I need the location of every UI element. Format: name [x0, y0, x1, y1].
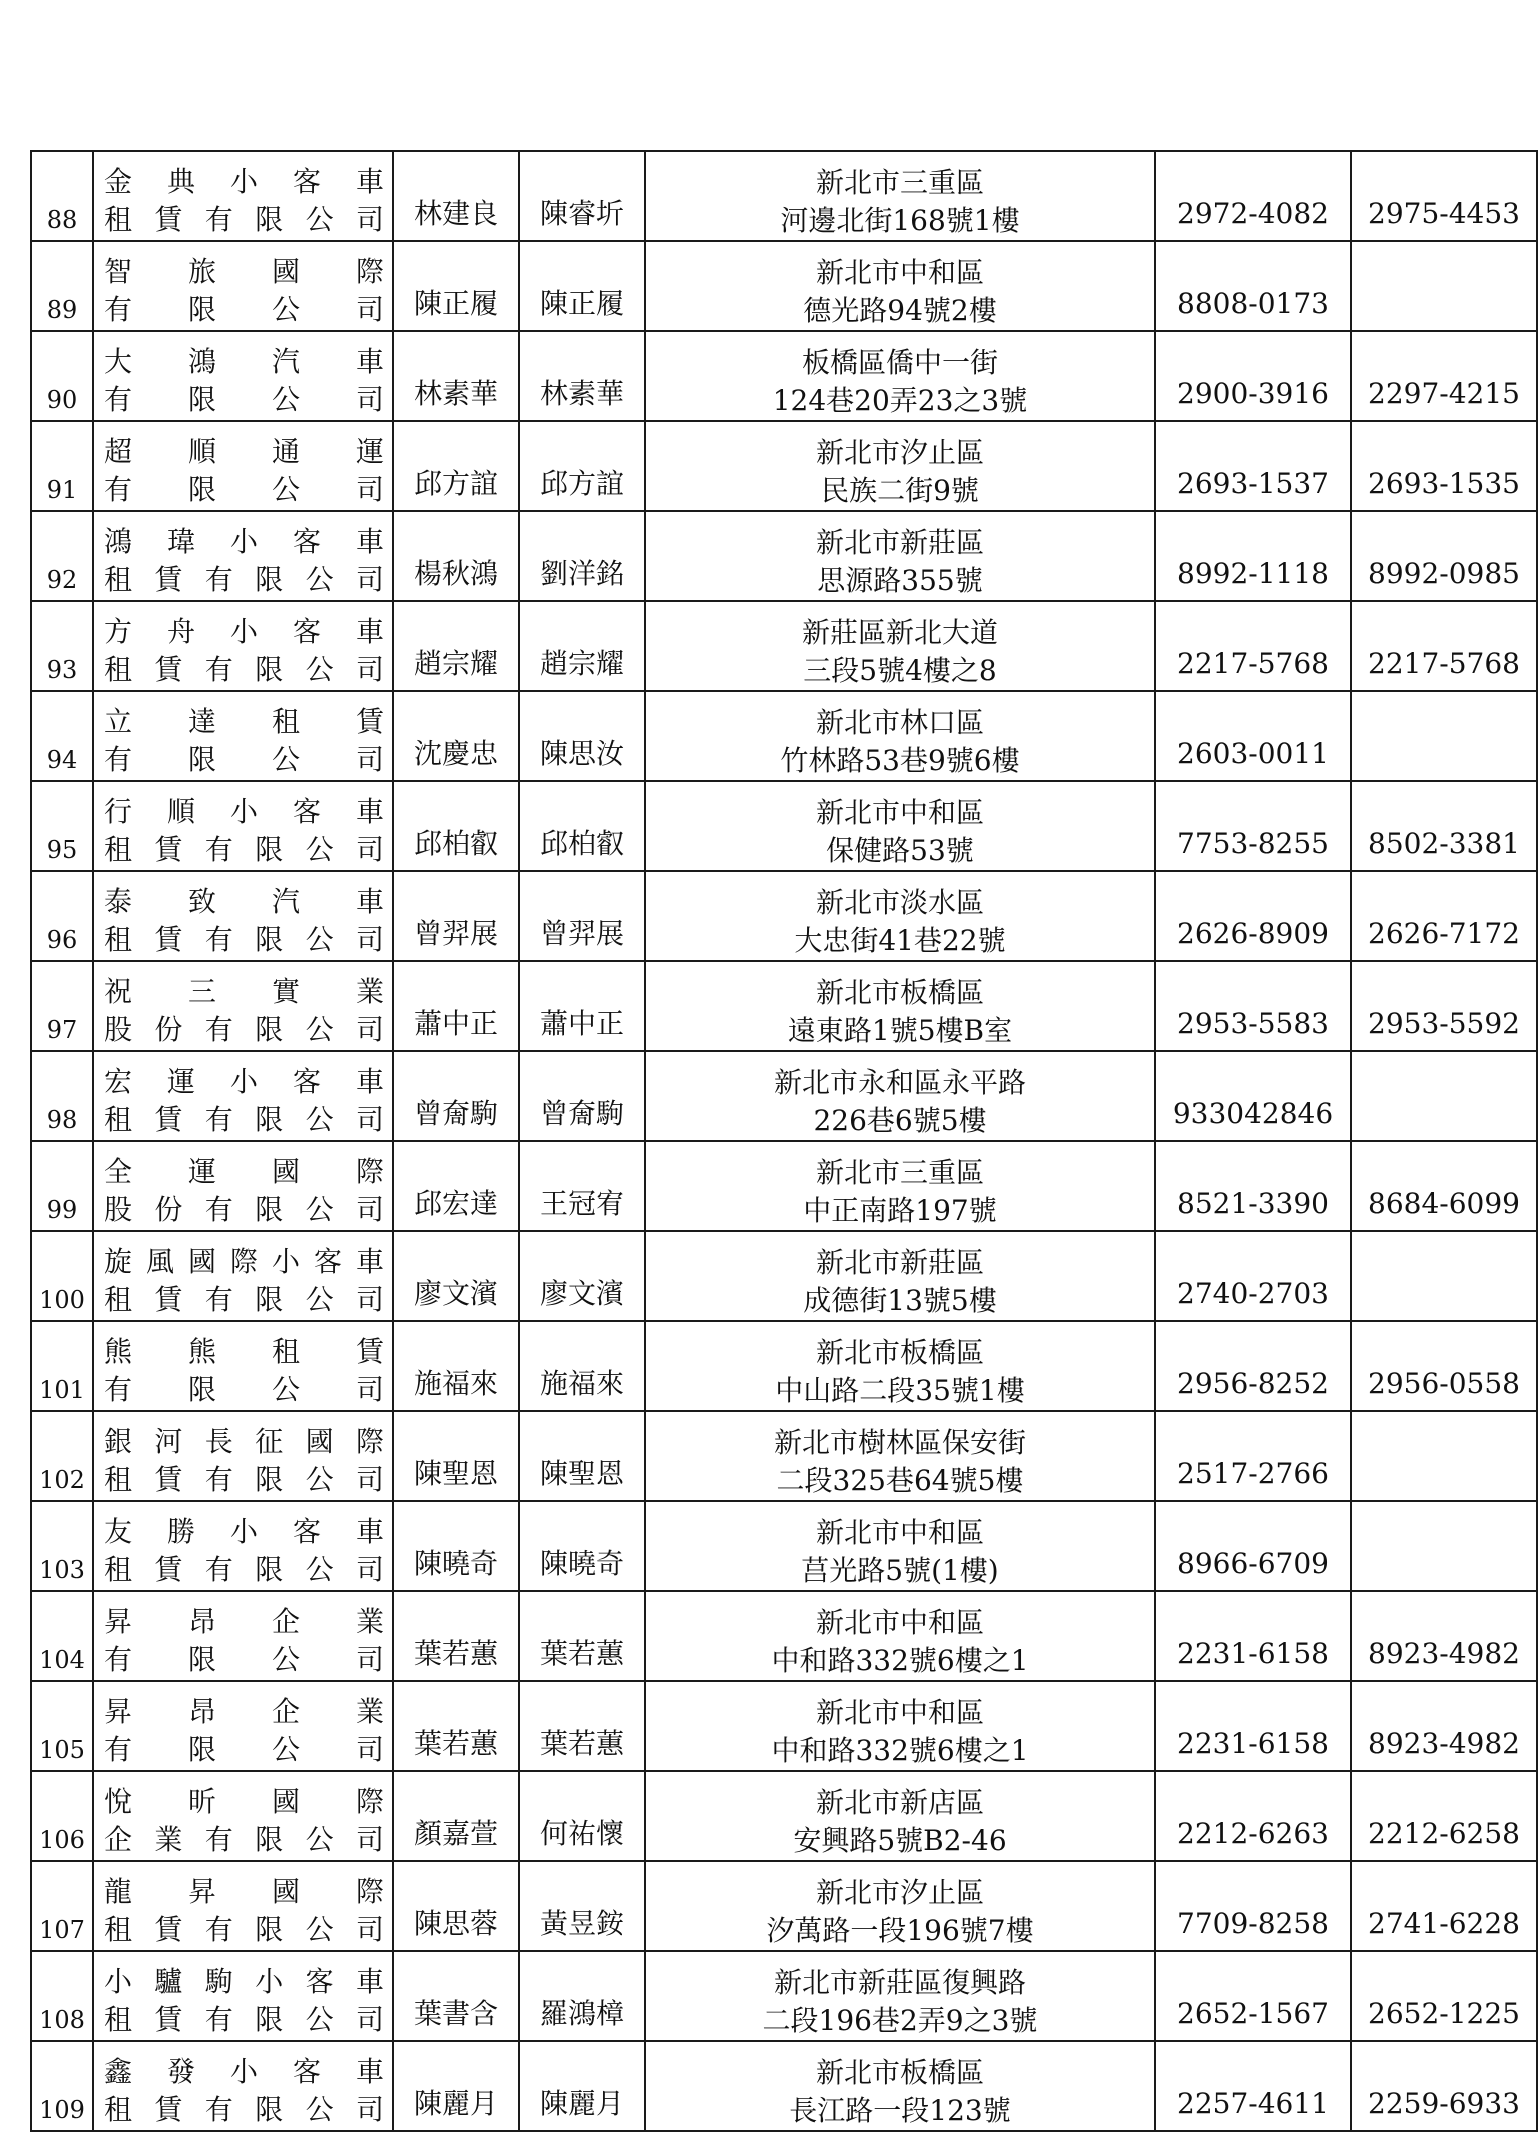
row-number: 90 [31, 331, 93, 421]
company-name [94, 2052, 392, 2130]
company-name-cell [93, 421, 393, 511]
table-row [31, 1951, 1537, 2041]
company-name [94, 1872, 392, 1950]
row-number: 98 [31, 1051, 93, 1141]
row-number: 92 [31, 511, 93, 601]
company-name-line: 銀河長征國際 [104, 1425, 384, 1458]
address-line: 成德街13號5樓 [803, 1284, 997, 1317]
contact-person: 曾奝駒 [519, 1051, 645, 1141]
row-number: 108 [31, 1951, 93, 2041]
address-line: 新北市三重區 [815, 1156, 984, 1189]
address-line: 新北市新莊區復興路 [773, 1966, 1026, 1999]
company-name-line: 租賃有限公司 [104, 1463, 384, 1496]
contact-person: 林素華 [519, 331, 645, 421]
company-name-cell [93, 1591, 393, 1681]
person-in-charge: 邱方誼 [393, 421, 519, 511]
phone-number: 2953-5583 [1155, 961, 1351, 1051]
address-cell [645, 1951, 1155, 2041]
address-cell [645, 691, 1155, 781]
address-line: 新北市林口區 [815, 706, 984, 739]
company-name-cell [93, 1231, 393, 1321]
address-line: 竹林路53巷9號6樓 [780, 744, 1020, 777]
address-line: 新北市新莊區 [815, 526, 984, 559]
phone-number: 2217-5768 [1155, 601, 1351, 691]
address-line: 遠東路1號5樓B室 [787, 1014, 1013, 1047]
fax-number: 2259-6933 [1351, 2041, 1537, 2131]
company-name [94, 522, 392, 600]
fax-number: 8923-4982 [1351, 1591, 1537, 1681]
company-name-line: 有限公司 [104, 473, 384, 506]
company-name-line: 鴻瑋小客車 [104, 525, 384, 558]
person-in-charge: 曾羿展 [393, 871, 519, 961]
table-row [31, 2041, 1537, 2131]
address-line: 新北市板橋區 [815, 2056, 984, 2089]
phone-number: 2652-1567 [1155, 1951, 1351, 2041]
address-cell [645, 331, 1155, 421]
phone-number: 7753-8255 [1155, 781, 1351, 871]
company-name-cell [93, 1771, 393, 1861]
row-number: 88 [31, 151, 93, 241]
fax-number: 2975-4453 [1351, 151, 1537, 241]
row-number: 94 [31, 691, 93, 781]
address-cell [645, 1141, 1155, 1231]
fax-number: 8684-6099 [1351, 1141, 1537, 1231]
contact-person: 施福來 [519, 1321, 645, 1411]
company-name-line: 鑫發小客車 [104, 2055, 384, 2088]
table-row [31, 1411, 1537, 1501]
company-name-cell [93, 1141, 393, 1231]
company-name-line: 租賃有限公司 [104, 1553, 384, 1586]
address-line: 新北市板橋區 [815, 976, 984, 1009]
person-in-charge: 顏嘉萱 [393, 1771, 519, 1861]
contact-person: 陳麗月 [519, 2041, 645, 2131]
table-row [31, 1771, 1537, 1861]
fax-number [1351, 691, 1537, 781]
company-name-cell [93, 1861, 393, 1951]
person-in-charge: 葉若蕙 [393, 1591, 519, 1681]
person-in-charge: 蕭中正 [393, 961, 519, 1051]
contact-person: 陳睿圻 [519, 151, 645, 241]
phone-number: 8808-0173 [1155, 241, 1351, 331]
contact-person: 曾羿展 [519, 871, 645, 961]
address-line: 中和路332號6樓之1 [771, 1734, 1029, 1767]
contact-person: 何祐懷 [519, 1771, 645, 1861]
contact-person: 黃昱銨 [519, 1861, 645, 1951]
person-in-charge: 陳正履 [393, 241, 519, 331]
address-line: 新莊區新北大道 [801, 616, 998, 649]
address-cell [645, 961, 1155, 1051]
row-number: 102 [31, 1411, 93, 1501]
phone-number: 8966-6709 [1155, 1501, 1351, 1591]
address-line: 新北市中和區 [815, 796, 984, 829]
address-cell [645, 421, 1155, 511]
company-name [94, 1422, 392, 1500]
fax-number: 2297-4215 [1351, 331, 1537, 421]
person-in-charge: 葉書含 [393, 1951, 519, 2041]
fax-number: 2741-6228 [1351, 1861, 1537, 1951]
company-name [94, 1332, 392, 1410]
address-cell [645, 1681, 1155, 1771]
fax-number [1351, 1411, 1537, 1501]
phone-number: 2900-3916 [1155, 331, 1351, 421]
company-name [94, 432, 392, 510]
company-name-cell [93, 961, 393, 1051]
company-name-line: 股份有限公司 [104, 1013, 384, 1046]
contact-person: 葉若蕙 [519, 1591, 645, 1681]
contact-person: 劉洋銘 [519, 511, 645, 601]
address-line: 長江路一段123號 [789, 2094, 1011, 2127]
company-name-line: 超順通運 [104, 435, 384, 468]
phone-number: 2231-6158 [1155, 1591, 1351, 1681]
address-line: 新北市汐止區 [815, 436, 984, 469]
company-name-line: 有限公司 [104, 1643, 384, 1676]
phone-number: 2212-6263 [1155, 1771, 1351, 1861]
company-name [94, 882, 392, 960]
address-cell [645, 2041, 1155, 2131]
address-cell [645, 781, 1155, 871]
company-name-line: 租賃有限公司 [104, 923, 384, 956]
company-name-line: 方舟小客車 [104, 615, 384, 648]
row-number: 96 [31, 871, 93, 961]
table-row [31, 961, 1537, 1051]
company-name [94, 1782, 392, 1860]
table-row [31, 1681, 1537, 1771]
person-in-charge: 葉若蕙 [393, 1681, 519, 1771]
address-line: 新北市三重區 [815, 166, 984, 199]
person-in-charge: 陳曉奇 [393, 1501, 519, 1591]
table-row [31, 151, 1537, 241]
phone-number: 2626-8909 [1155, 871, 1351, 961]
phone-number: 2231-6158 [1155, 1681, 1351, 1771]
address-cell [645, 151, 1155, 241]
fax-number: 8923-4982 [1351, 1681, 1537, 1771]
company-name-cell [93, 1051, 393, 1141]
address-line: 新北市新店區 [815, 1786, 984, 1819]
table-row [31, 1321, 1537, 1411]
address-cell [645, 871, 1155, 961]
address-cell [645, 601, 1155, 691]
company-name-cell [93, 2041, 393, 2131]
company-name-line: 租賃有限公司 [104, 833, 384, 866]
table-row [31, 601, 1537, 691]
contact-person: 陳曉奇 [519, 1501, 645, 1591]
company-name-line: 金典小客車 [104, 165, 384, 198]
person-in-charge: 陳思蓉 [393, 1861, 519, 1951]
person-in-charge: 陳聖恩 [393, 1411, 519, 1501]
address-line: 新北市淡水區 [815, 886, 984, 919]
row-number: 89 [31, 241, 93, 331]
contact-person: 陳聖恩 [519, 1411, 645, 1501]
table-row [31, 1591, 1537, 1681]
company-name-line: 友勝小客車 [104, 1515, 384, 1548]
fax-number: 2212-6258 [1351, 1771, 1537, 1861]
table-row [31, 1861, 1537, 1951]
address-line: 保健路53號 [826, 834, 974, 867]
phone-number: 8521-3390 [1155, 1141, 1351, 1231]
company-name-line: 行順小客車 [104, 795, 384, 828]
address-line: 三段5號4樓之8 [803, 654, 997, 687]
table-body [31, 151, 1537, 2131]
address-line: 新北市板橋區 [815, 1336, 984, 1369]
row-number: 95 [31, 781, 93, 871]
address-line: 二段196巷2弄9之3號 [762, 2004, 1038, 2037]
company-name-line: 股份有限公司 [104, 1193, 384, 1226]
company-name-line: 企業有限公司 [104, 1823, 384, 1856]
table-row [31, 1501, 1537, 1591]
address-line: 226巷6號5樓 [813, 1104, 987, 1137]
table-row [31, 1051, 1537, 1141]
person-in-charge: 邱宏達 [393, 1141, 519, 1231]
phone-number: 2603-0011 [1155, 691, 1351, 781]
table-row [31, 781, 1537, 871]
company-name-line: 有限公司 [104, 743, 384, 776]
row-number: 97 [31, 961, 93, 1051]
address-line: 板橋區僑中一街 [801, 346, 998, 379]
fax-number: 2626-7172 [1351, 871, 1537, 961]
company-name [94, 612, 392, 690]
company-name-line: 租賃有限公司 [104, 1283, 384, 1316]
company-name-cell [93, 1681, 393, 1771]
company-name-line: 租賃有限公司 [104, 203, 384, 236]
company-name-line: 宏運小客車 [104, 1065, 384, 1098]
table-row [31, 1231, 1537, 1321]
company-name-line: 熊熊租賃 [104, 1335, 384, 1368]
company-name [94, 252, 392, 330]
phone-number: 933042846 [1155, 1051, 1351, 1141]
address-cell [645, 241, 1155, 331]
fax-number [1351, 1501, 1537, 1591]
person-in-charge: 曾奝駒 [393, 1051, 519, 1141]
address-line: 河邊北街168號1樓 [780, 204, 1020, 237]
company-name-cell [93, 871, 393, 961]
row-number: 101 [31, 1321, 93, 1411]
company-name [94, 1242, 392, 1320]
address-line: 新北市永和區永平路 [773, 1066, 1026, 1099]
address-cell [645, 1411, 1155, 1501]
fax-number: 2217-5768 [1351, 601, 1537, 691]
contact-person: 廖文濱 [519, 1231, 645, 1321]
company-name-line: 泰致汽車 [104, 885, 384, 918]
table-row [31, 331, 1537, 421]
contact-person: 王冠宥 [519, 1141, 645, 1231]
address-line: 中正南路197號 [803, 1194, 997, 1227]
rental-company-table-page [30, 150, 1520, 2132]
address-line: 新北市汐止區 [815, 1876, 984, 1909]
rental-company-table [30, 150, 1538, 2132]
address-line: 大忠街41巷22號 [794, 924, 1006, 957]
person-in-charge: 趙宗耀 [393, 601, 519, 691]
fax-number: 2652-1225 [1351, 1951, 1537, 2041]
company-name [94, 342, 392, 420]
row-number: 104 [31, 1591, 93, 1681]
person-in-charge: 陳麗月 [393, 2041, 519, 2131]
contact-person: 陳思汝 [519, 691, 645, 781]
table-row [31, 691, 1537, 781]
address-line: 莒光路5號(1樓) [801, 1554, 999, 1587]
company-name-line: 智旅國際 [104, 255, 384, 288]
company-name-line: 租賃有限公司 [104, 653, 384, 686]
company-name-line: 租賃有限公司 [104, 2003, 384, 2036]
company-name [94, 1692, 392, 1770]
address-line: 汐萬路一段196號7樓 [766, 1914, 1034, 1947]
company-name [94, 1512, 392, 1590]
company-name-line: 有限公司 [104, 383, 384, 416]
phone-number: 8992-1118 [1155, 511, 1351, 601]
company-name-line: 有限公司 [104, 1373, 384, 1406]
row-number: 109 [31, 2041, 93, 2131]
contact-person: 蕭中正 [519, 961, 645, 1051]
company-name-cell [93, 1501, 393, 1591]
row-number: 105 [31, 1681, 93, 1771]
fax-number [1351, 241, 1537, 331]
contact-person: 邱方誼 [519, 421, 645, 511]
company-name-line: 全運國際 [104, 1155, 384, 1188]
row-number: 107 [31, 1861, 93, 1951]
company-name [94, 1962, 392, 2040]
address-line: 新北市新莊區 [815, 1246, 984, 1279]
company-name-cell [93, 511, 393, 601]
company-name-cell [93, 331, 393, 421]
company-name-line: 大鴻汽車 [104, 345, 384, 378]
row-number: 91 [31, 421, 93, 511]
company-name [94, 972, 392, 1050]
fax-number: 2956-0558 [1351, 1321, 1537, 1411]
company-name-cell [93, 151, 393, 241]
fax-number: 8502-3381 [1351, 781, 1537, 871]
address-cell [645, 1861, 1155, 1951]
person-in-charge: 邱柏叡 [393, 781, 519, 871]
address-cell [645, 1591, 1155, 1681]
table-row [31, 241, 1537, 331]
phone-number: 2693-1537 [1155, 421, 1351, 511]
address-cell [645, 1321, 1155, 1411]
phone-number: 2956-8252 [1155, 1321, 1351, 1411]
contact-person: 葉若蕙 [519, 1681, 645, 1771]
address-cell [645, 1231, 1155, 1321]
person-in-charge: 施福來 [393, 1321, 519, 1411]
company-name-cell [93, 781, 393, 871]
company-name-cell [93, 1321, 393, 1411]
company-name [94, 792, 392, 870]
contact-person: 羅鴻樟 [519, 1951, 645, 2041]
person-in-charge: 沈慶忠 [393, 691, 519, 781]
person-in-charge: 林素華 [393, 331, 519, 421]
table-row [31, 511, 1537, 601]
fax-number [1351, 1231, 1537, 1321]
fax-number [1351, 1051, 1537, 1141]
row-number: 99 [31, 1141, 93, 1231]
company-name-line: 有限公司 [104, 1733, 384, 1766]
company-name [94, 162, 392, 240]
address-cell [645, 1501, 1155, 1591]
table-row [31, 871, 1537, 961]
company-name-line: 龍昇國際 [104, 1875, 384, 1908]
contact-person: 邱柏叡 [519, 781, 645, 871]
company-name-line: 立達租賃 [104, 705, 384, 738]
address-line: 124巷20弄23之3號 [772, 384, 1028, 417]
phone-number: 2517-2766 [1155, 1411, 1351, 1501]
company-name-line: 租賃有限公司 [104, 1913, 384, 1946]
person-in-charge: 廖文濱 [393, 1231, 519, 1321]
address-cell [645, 1051, 1155, 1141]
address-cell [645, 1771, 1155, 1861]
address-line: 思源路355號 [817, 564, 983, 597]
fax-number: 2693-1535 [1351, 421, 1537, 511]
company-name-line: 有限公司 [104, 293, 384, 326]
contact-person: 趙宗耀 [519, 601, 645, 691]
table-row [31, 421, 1537, 511]
company-name-cell [93, 691, 393, 781]
row-number: 100 [31, 1231, 93, 1321]
row-number: 103 [31, 1501, 93, 1591]
fax-number: 8992-0985 [1351, 511, 1537, 601]
fax-number: 2953-5592 [1351, 961, 1537, 1051]
company-name [94, 1602, 392, 1680]
table-row [31, 1141, 1537, 1231]
phone-number: 7709-8258 [1155, 1861, 1351, 1951]
address-line: 新北市中和區 [815, 1516, 984, 1549]
address-line: 新北市中和區 [815, 256, 984, 289]
person-in-charge: 楊秋鴻 [393, 511, 519, 601]
phone-number: 2257-4611 [1155, 2041, 1351, 2131]
company-name-line: 租賃有限公司 [104, 563, 384, 596]
company-name-line: 租賃有限公司 [104, 2093, 384, 2126]
contact-person: 陳正履 [519, 241, 645, 331]
company-name-cell [93, 601, 393, 691]
company-name-line: 旋風國際小客車 [104, 1245, 384, 1278]
company-name [94, 1062, 392, 1140]
company-name-line: 昇昂企業 [104, 1695, 384, 1728]
address-line: 中和路332號6樓之1 [771, 1644, 1029, 1677]
address-line: 新北市樹林區保安街 [773, 1426, 1026, 1459]
address-line: 新北市中和區 [815, 1696, 984, 1729]
address-line: 民族二街9號 [821, 474, 979, 507]
address-line: 德光路94號2樓 [803, 294, 997, 327]
address-line: 二段325巷64號5樓 [776, 1464, 1024, 1497]
company-name [94, 1152, 392, 1230]
company-name-line: 小驢駒小客車 [104, 1965, 384, 1998]
company-name-cell [93, 241, 393, 331]
address-line: 新北市中和區 [815, 1606, 984, 1639]
phone-number: 2740-2703 [1155, 1231, 1351, 1321]
company-name [94, 702, 392, 780]
address-line: 安興路5號B2-46 [793, 1824, 1007, 1857]
row-number: 106 [31, 1771, 93, 1861]
company-name-line: 祝三實業 [104, 975, 384, 1008]
company-name-cell [93, 1951, 393, 2041]
company-name-line: 悅昕國際 [104, 1785, 384, 1818]
company-name-line: 租賃有限公司 [104, 1103, 384, 1136]
address-line: 中山路二段35號1樓 [775, 1374, 1025, 1407]
company-name-cell [93, 1411, 393, 1501]
company-name-line: 昇昂企業 [104, 1605, 384, 1638]
person-in-charge: 林建良 [393, 151, 519, 241]
row-number: 93 [31, 601, 93, 691]
address-cell [645, 511, 1155, 601]
phone-number: 2972-4082 [1155, 151, 1351, 241]
